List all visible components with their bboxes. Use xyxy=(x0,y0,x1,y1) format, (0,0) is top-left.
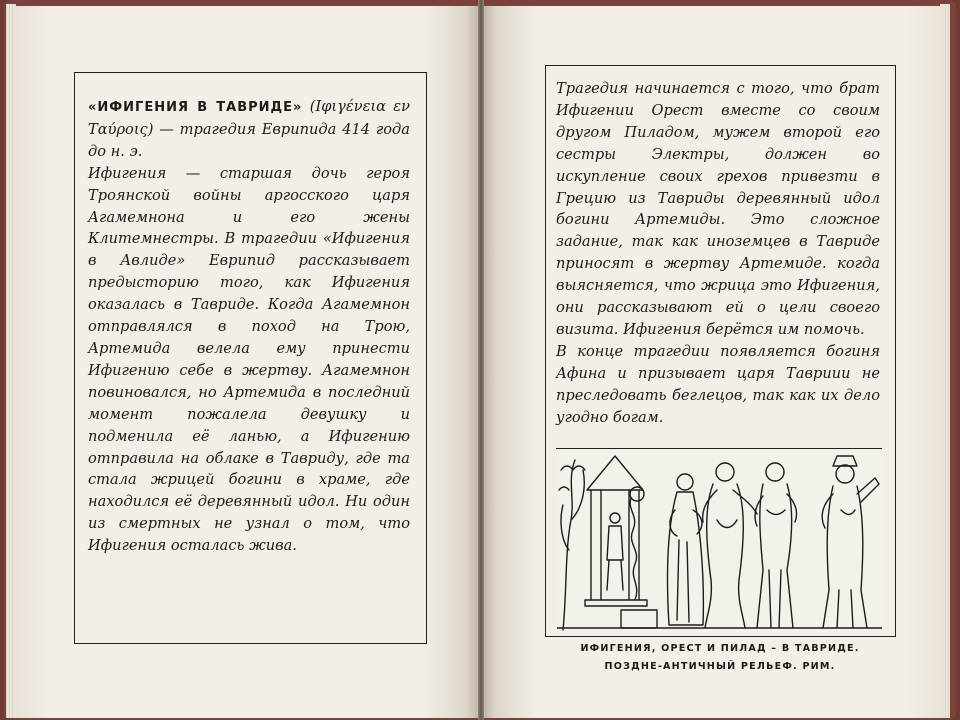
relief-illustration xyxy=(557,450,882,633)
right-paragraph-1: Трагедия начинается с того, что брат Ифигении Орест вместе со своим другом Пиладом, мужем второй его сестры Электры, должен во искупление своих грехов привезти в Грецию из Тавриды деревянный идол богини Артемиды. Это сложное задание, так как иноземцев в Тавриде приносят в жертву Артемиде. когда выясняется, что жрица это Ифигения, они рассказывают ей о цели своего визита. Ифигения берётся им помочь. xyxy=(556,80,880,338)
illustration-caption xyxy=(545,640,895,676)
caption-line-2: ПОЗДНЕ-АНТИЧНЫЙ РЕЛЬЕФ. РИМ. xyxy=(604,661,836,672)
left-paragraph: Ифигения — старшая дочь героя Троянской войны аргосского царя Агамемнона и его жены Клитемнестры. В трагедии «Ифигения в Авлиде» Еврипид рассказывает предысторию того, как Ифигения оказалась в Тавриде. Когда Агамемнон отправлялся в поход на Трою, Артемида велела ему принести Ифигению себе в жертву. Агамемнон повиновался, но Артемида в последний момент пожалела девушку и подменила её ланью, а Ифигению отправила на облаке в Тавриду, где та стала жрицей богини в храме, где находился её деревянный идол. Ни один из смертных не узнал о том, что Ифигения осталась жива. xyxy=(88,164,410,555)
caption-line-1: ИФИГЕНИЯ, ОРЕСТ И ПИЛАД – В ТАВРИДЕ. xyxy=(580,643,860,654)
book-spine xyxy=(478,0,484,720)
play-title: «ИФИГЕНИЯ В ТАВРИДЕ» xyxy=(88,100,303,115)
right-page-text xyxy=(556,78,880,429)
play-intro: (Ιφιγένεια εν Ταύροις) — трагедия Еврипида 414 года до н. э. xyxy=(88,98,411,160)
illustration-top-rule xyxy=(556,448,882,449)
left-page-text xyxy=(88,96,410,557)
right-paragraph-2: В конце трагедии появляется богиня Афина и призывает царя Тавриии не преследовать беглецов, так как их дело угодно богам. xyxy=(556,342,880,426)
